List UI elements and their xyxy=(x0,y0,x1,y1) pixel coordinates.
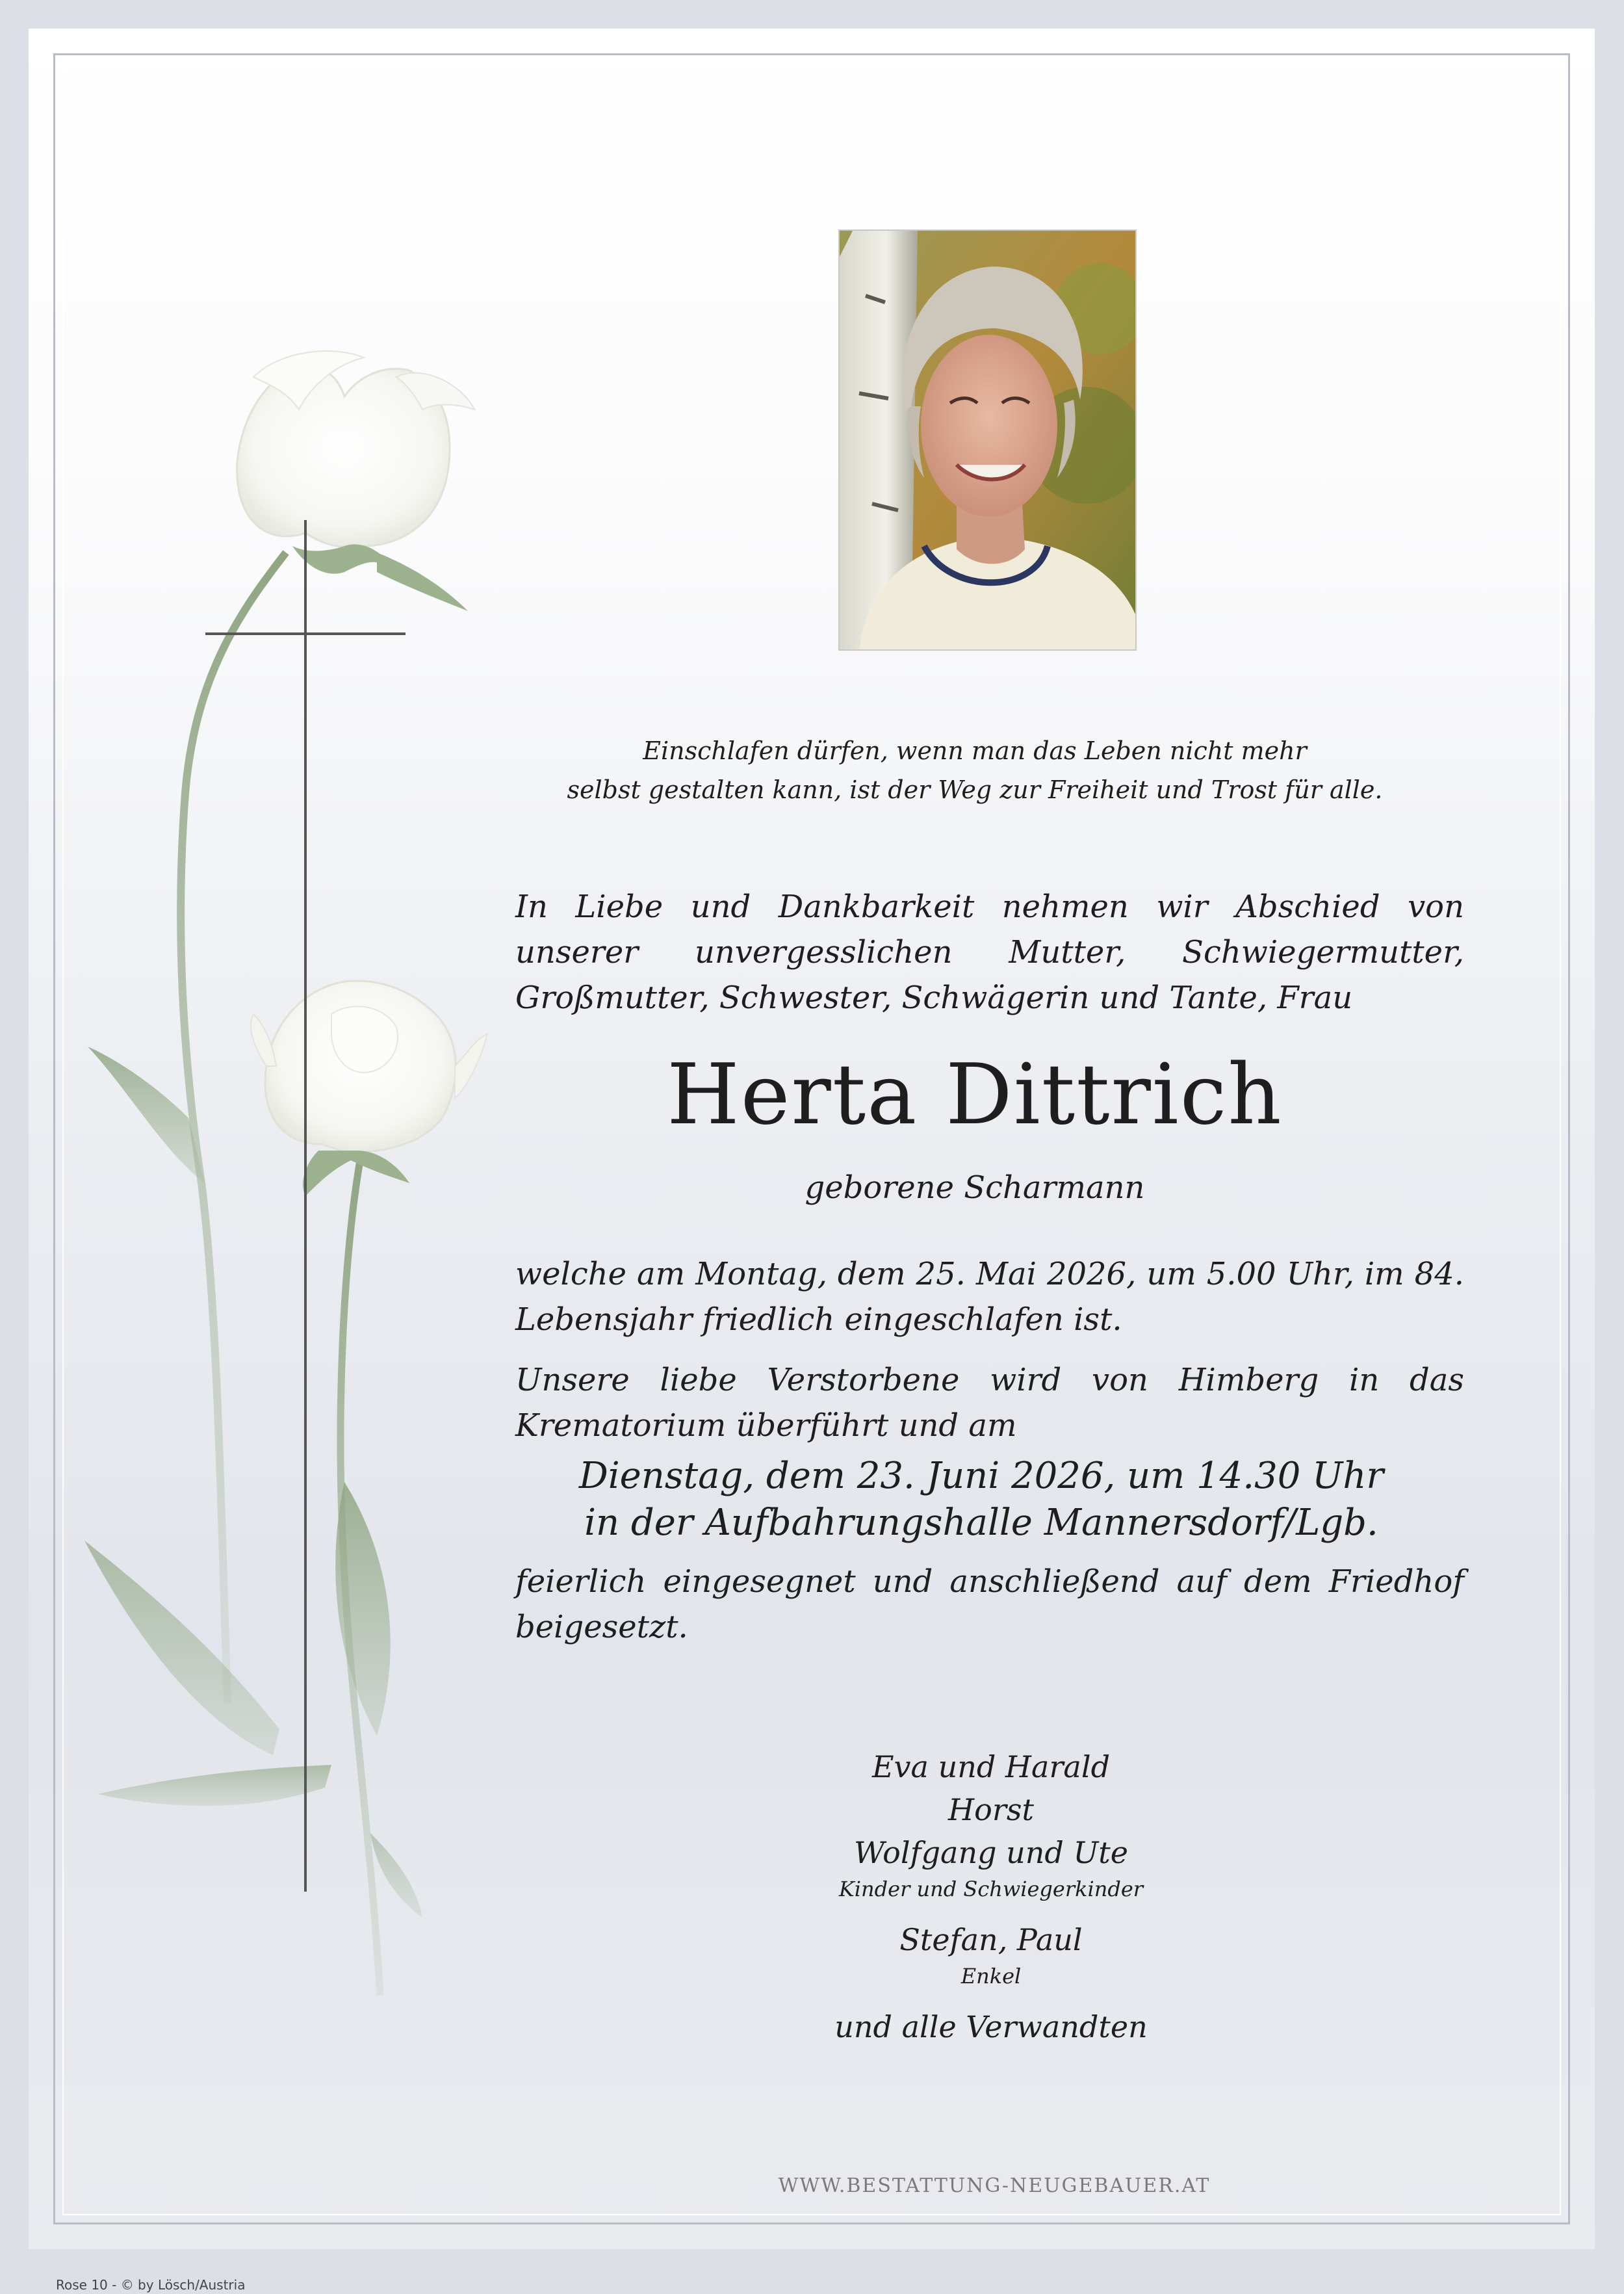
leaf-2 xyxy=(335,1482,390,1736)
leaf-3 xyxy=(84,1541,279,1755)
mourner-child: Eva und Harald xyxy=(871,1749,1111,1784)
quote-line-2: selbst gestalten kann, ist der Weg zur Freiheit und Trost für alle. xyxy=(567,776,1383,804)
mourners-list xyxy=(585,1745,1397,2048)
quote-line-1: Einschlafen dürfen, wenn man das Leben nicht mehr xyxy=(643,736,1307,765)
lower-rose xyxy=(251,981,487,1196)
mourner-child: Horst xyxy=(948,1792,1034,1827)
portrait-photo xyxy=(838,229,1137,651)
leaf-5 xyxy=(370,1833,422,1918)
mourner-relatives: und alle Verwandten xyxy=(834,2009,1148,2044)
upper-rose-stem xyxy=(181,553,286,1703)
leaf-4 xyxy=(97,1765,331,1806)
mourner-grandchildren: Stefan, Paul xyxy=(899,1922,1083,1957)
grandchildren-role: Enkel xyxy=(960,1964,1022,1988)
service-details xyxy=(520,1453,1443,1546)
death-notice: welche am Montag, dem 25. Mai 2026, um 5.00 Uhr, im 84. Lebensjahr friedlich eingeschlafen ist. xyxy=(515,1256,1464,1338)
service-date: Dienstag, dem 23. Juni 2026, um 14.30 Uhr xyxy=(578,1455,1384,1497)
transfer-notice: Unsere liebe Verstorbene wird von Himberg in das Krematorium überführt und am xyxy=(515,1362,1464,1444)
intro-paragraph: In Liebe und Dankbarkeit nehmen wir Abschied von unserer unvergesslichen Mutter, Schwiegermutter, Großmutter, Schwester, Schwägerin und Tante, Frau xyxy=(515,889,1464,1016)
quote xyxy=(520,731,1430,809)
rose-cross-decoration xyxy=(71,338,494,2041)
funeral-home-url: WWW.BESTATTUNG-NEUGEBAUER.AT xyxy=(778,2174,1211,2197)
blessing-notice: feierlich eingesegnet und anschließend auf dem Friedhof beigesetzt. xyxy=(515,1563,1464,1645)
service-location: in der Aufbahrungshalle Mannersdorf/Lgb. xyxy=(584,1502,1378,1544)
maiden-name: geborene Scharmann xyxy=(805,1169,1145,1206)
children-role: Kinder und Schwiegerkinder xyxy=(838,1877,1144,1901)
mourner-child: Wolfgang und Ute xyxy=(854,1835,1128,1870)
deceased-name: Herta Dittrich xyxy=(667,1047,1283,1143)
image-credit: Rose 10 - © by Lösch/Austria xyxy=(56,2277,246,2293)
